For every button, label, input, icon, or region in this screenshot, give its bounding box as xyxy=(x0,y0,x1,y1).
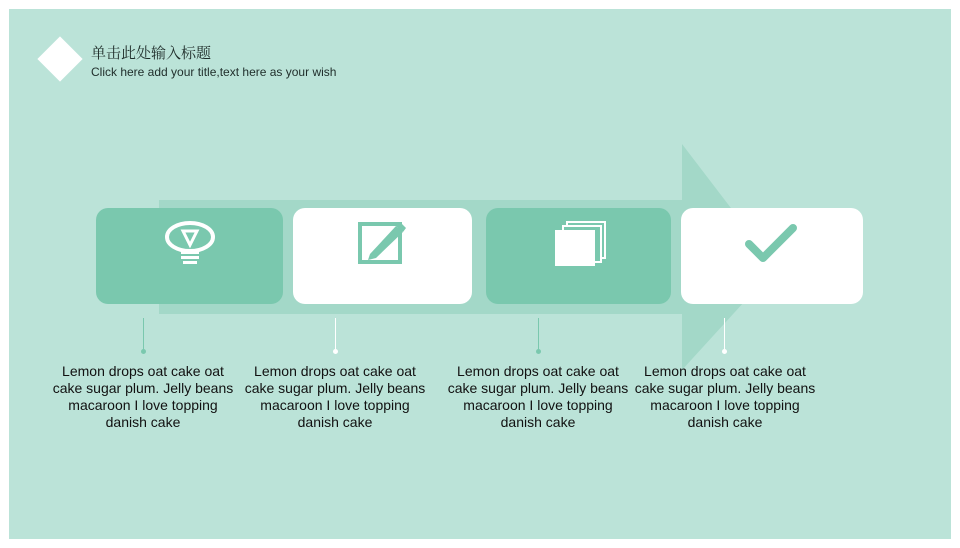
step-card-2[interactable] xyxy=(293,208,472,304)
connector-line-1 xyxy=(143,318,144,352)
step-description-4[interactable]: Lemon drops oat cake oat cake sugar plum. Jelly beans macaroon I love topping danish cake xyxy=(634,363,816,430)
connector-dot-1 xyxy=(141,349,146,354)
step-card-4[interactable] xyxy=(681,208,863,304)
step-description-3[interactable]: Lemon drops oat cake oat cake sugar plum. Jelly beans macaroon I love topping danish cake xyxy=(447,363,629,430)
checkmark-icon xyxy=(743,220,801,268)
connector-dot-2 xyxy=(333,349,338,354)
step-description-2[interactable]: Lemon drops oat cake oat cake sugar plum. Jelly beans macaroon I love topping danish cake xyxy=(244,363,426,430)
step-card-1[interactable] xyxy=(96,208,283,304)
slide xyxy=(9,9,951,539)
page-title[interactable]: 单击此处输入标题 xyxy=(91,44,212,62)
connector-line-3 xyxy=(538,318,539,352)
pages-icon xyxy=(551,220,607,268)
step-card-3[interactable] xyxy=(486,208,671,304)
edit-icon xyxy=(356,220,410,266)
page-subtitle[interactable]: Click here add your title,text here as your wish xyxy=(91,65,337,79)
connector-line-2 xyxy=(335,318,336,352)
connector-dot-4 xyxy=(722,349,727,354)
step-description-1[interactable]: Lemon drops oat cake oat cake sugar plum. Jelly beans macaroon I love topping danish cake xyxy=(52,363,234,430)
lightbulb-icon xyxy=(163,220,217,268)
connector-dot-3 xyxy=(536,349,541,354)
connector-line-4 xyxy=(724,318,725,352)
